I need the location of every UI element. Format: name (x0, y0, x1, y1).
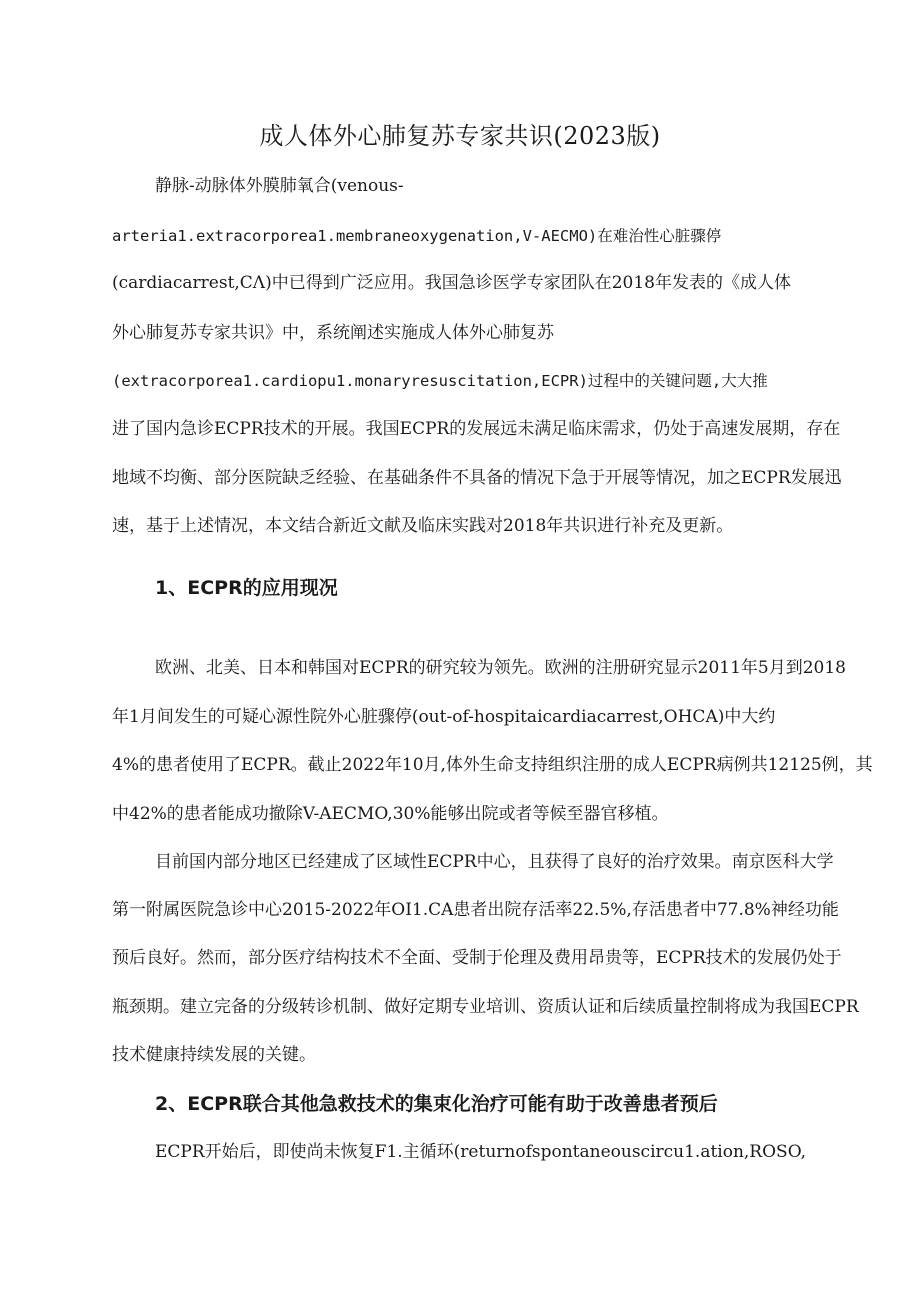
section-heading: 1、ECPR的应用现况 (155, 577, 338, 599)
intro-line: (extracorporea1.cardiopu1.monaryresuscitation,ECPR)过程中的关键问题,大大推 (112, 372, 768, 390)
section1-line: 欧洲、北美、日本和韩国对ECPR的研究较为领先。欧洲的注册研究显示2011年5月到2018 (155, 658, 846, 678)
section1-line: 瓶颈期。建立完备的分级转诊机制、做好定期专业培训、资质认证和后续质量控制将成为我国ECPR (112, 997, 859, 1017)
section1-line: 预后良好。然而，部分医疗结构技术不全面、受制于伦理及费用昂贵等，ECPR技术的发展仍处于 (112, 948, 842, 968)
section-heading: 2、ECPR联合其他急救技术的集束化治疗可能有助于改善患者预后 (155, 1093, 718, 1115)
section1-line: 中42%的患者能成功撤除V-AECMO,30%能够出院或者等候至器官移植。 (112, 804, 669, 824)
intro-line: 外心肺复苏专家共识》中，系统阐述实施成人体外心肺复苏 (112, 323, 554, 343)
intro-line: (cardiacarrest,CΛ)中已得到广泛应用。我国急诊医学专家团队在2018年发表的《成人体 (112, 273, 791, 293)
section1-line: 年1月间发生的可疑心源性院外心脏骤停(out-of-hospitaicardiacarrest,OHCA)中大约 (112, 707, 776, 727)
section1-line: 4%的患者使用了ECPR。截止2022年10月,体外生命支持组织注册的成人ECPR病例共12125例，其 (112, 755, 873, 775)
section1-line: 技术健康持续发展的关键。 (112, 1045, 316, 1065)
section1-line: 目前国内部分地区已经建成了区域性ECPR中心，且获得了良好的治疗效果。南京医科大学 (155, 852, 834, 872)
intro-line: arteria1.extracorporea1.membraneoxygenation,V-AECMO)在难治性心脏骤停 (112, 227, 722, 245)
intro-line: 进了国内急诊ECPR技术的开展。我国ECPR的发展远未满足临床需求，仍处于高速发展期，存在 (112, 419, 841, 439)
section2-line: ECPR开始后，即使尚未恢复F1.主循环(returnofspontaneouscircu1.ation,ROSO, (155, 1142, 807, 1162)
intro-line: 地域不均衡、部分医院缺乏经验、在基础条件不具备的情况下急于开展等情况，加之ECPR发展迅 (112, 468, 842, 488)
document-title: 成人体外心肺复苏专家共识(2023版) (259, 122, 661, 150)
intro-line: 静脉-动脉体外膜肺氧合(venous- (155, 176, 404, 196)
section1-line: 第一附属医院急诊中心2015-2022年OI1.CA患者出院存活率22.5%,存活患者中77.8%神经功能 (112, 900, 839, 920)
intro-line: 速，基于上述情况，本文结合新近文献及临床实践对2018年共识进行补充及更新。 (112, 516, 734, 536)
